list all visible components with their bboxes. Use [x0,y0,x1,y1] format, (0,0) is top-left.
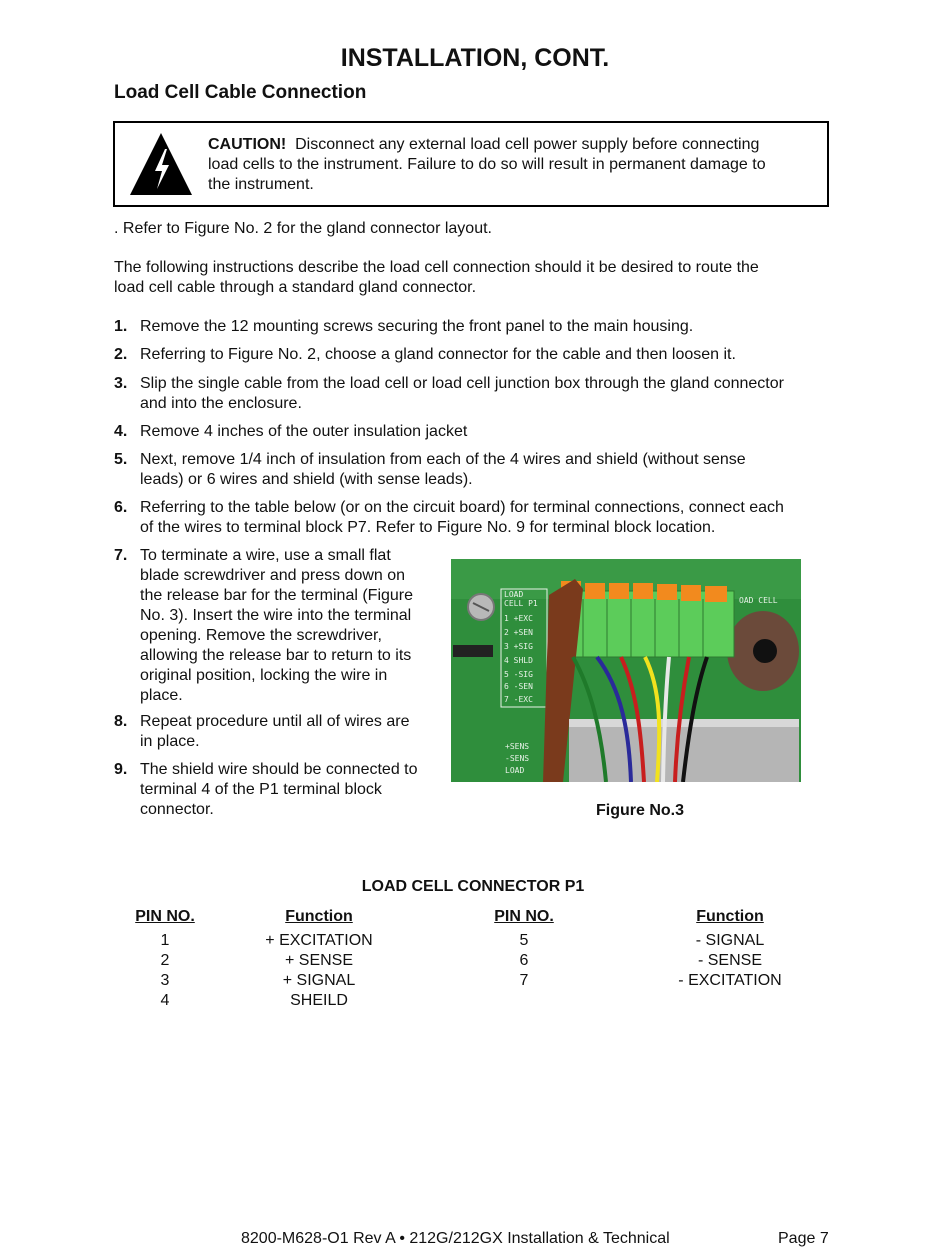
board-label: 4 SHLD [504,656,533,665]
high-voltage-warning-icon [129,131,193,197]
intro-line-1: The following instructions describe the load cell connection should it be desired to route the [114,259,759,276]
step-number: 1. [114,318,128,335]
pin-cell: 2 [160,952,170,969]
step-line: the release bar for the terminal (Figure [140,587,414,604]
step-line: terminal 4 of the P1 terminal block [140,781,382,798]
function-cell: - EXCITATION [678,972,782,989]
caution-line-1: Disconnect any external load cell power supply before connecting [286,136,760,153]
pin-cell: 1 [160,932,170,949]
figure-caption: Figure No.3 [595,802,684,819]
step-line: Referring to the table below (or on the circuit board) for terminal connections, connect each [140,499,784,516]
step-number: 6. [114,499,128,516]
intro-line-2: load cell cable through a standard gland connector. [114,279,477,296]
footer-doc-ref: 8200-M628-O1 Rev A • 212G/212GX Installation & Technical [241,1230,670,1247]
step-line: in place. [140,733,200,750]
board-label: 6 -SEN [504,682,533,691]
pin-header: PIN NO. [135,908,195,925]
function-header: Function [285,908,353,925]
board-label: LOAD [505,766,525,775]
step-line: To terminate a wire, use a small flat [140,547,391,564]
board-label: 2 +SEN [504,628,533,637]
caution-line-3: the instrument. [208,176,314,193]
step-line: original position, locking the wire in [140,667,388,684]
board-label: 3 +SIG [504,642,533,651]
board-label: 5 -SIG [504,670,533,679]
intro-paragraph [114,258,834,298]
caution-text [208,135,820,195]
function-column-right [650,907,810,991]
step-line: blade screwdriver and press down on [140,567,406,584]
board-label: +SENS [505,742,530,751]
terminal-block-illustration [451,559,801,782]
function-column-left [239,907,399,1011]
pin-cell: 4 [160,992,170,1009]
caution-box [113,121,829,207]
function-header: Function [696,908,764,925]
step-line: and into the enclosure. [140,395,302,412]
step-line: connector. [140,801,214,818]
step-number: 9. [114,761,128,778]
function-cell: + SENSE [284,952,354,969]
step-line: of the wires to terminal block P7. Refer to Figure No. 9 for terminal block location. [140,519,716,536]
footer-page-number: Page 7 [778,1230,829,1247]
step-line: Slip the single cable from the load cell or load cell junction box through the gland connector [140,375,784,392]
board-label: LOAD [504,590,524,599]
pin-column-left [115,907,215,1011]
caution-line-2: load cells to the instrument. Failure to do so will result in permanent damage to [208,156,766,173]
pin-cell: 6 [519,952,529,969]
terminal-block-photo [451,559,801,782]
function-cell: + EXCITATION [265,932,373,949]
function-cell: - SIGNAL [695,932,765,949]
board-label: OAD CELL [739,596,778,605]
step-line: The shield wire should be connected to [140,761,418,778]
function-cell: SHEILD [290,992,348,1009]
step-line: Remove the 12 mounting screws securing the front panel to the main housing. [140,318,694,335]
board-label: 7 -EXC [504,695,533,704]
table-title: LOAD CELL CONNECTOR P1 [361,878,585,895]
step-line: Remove 4 inches of the outer insulation jacket [140,423,468,440]
function-cell: + SIGNAL [282,972,356,989]
pin-cell: 3 [160,972,170,989]
board-label: CELL P1 [504,599,538,608]
step-line: allowing the release bar to return to its [140,647,412,664]
board-label: -SENS [505,754,530,763]
step-number: 3. [114,375,128,392]
pin-column-right [474,907,574,991]
step-number: 2. [114,346,128,363]
pin-cell: 5 [519,932,529,949]
refer-paragraph: . Refer to Figure No. 2 for the gland connector layout. [114,220,492,237]
step-line: opening. Remove the screwdriver, [140,627,382,644]
step-number: 5. [114,451,128,468]
step-number: 8. [114,713,128,730]
pin-header: PIN NO. [494,908,554,925]
board-label: 1 +EXC [504,614,533,623]
step-number: 4. [114,423,128,440]
step-line: No. 3). Insert the wire into the terminal [140,607,412,624]
caution-label: CAUTION! [208,136,287,153]
function-cell: - SENSE [697,952,762,969]
step-line: place. [140,687,183,704]
section-title: Load Cell Cable Connection [114,82,367,103]
step-number: 7. [114,547,128,564]
step-line: leads) or 6 wires and shield (with sense leads). [140,471,473,488]
step-line: Next, remove 1/4 inch of insulation from each of the 4 wires and shield (without sense [140,451,746,468]
page-title: INSTALLATION, CONT. [340,44,610,72]
pin-cell: 7 [519,972,529,989]
step-line: Repeat procedure until all of wires are [140,713,410,730]
step-line: Referring to Figure No. 2, choose a gland connector for the cable and then loosen it. [140,346,736,363]
